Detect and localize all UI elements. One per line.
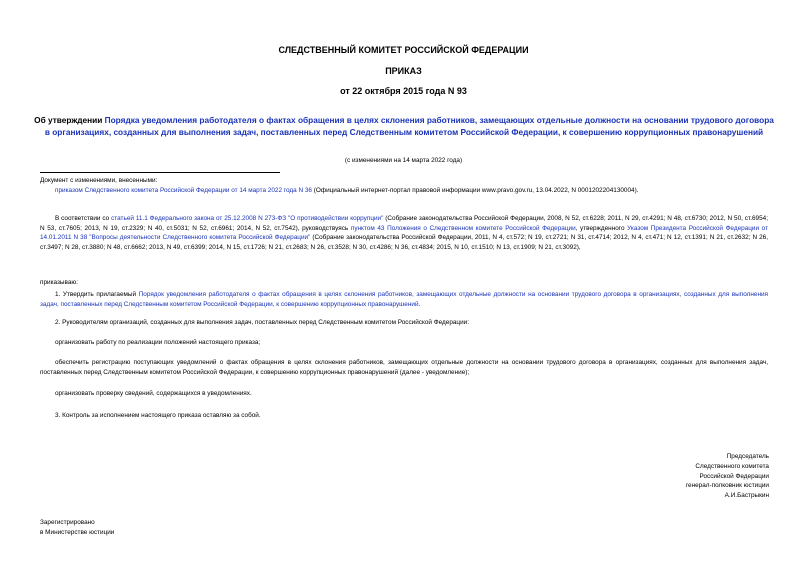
preamble-text-3: , утвержденного	[575, 224, 628, 232]
title-prefix: Об утверждении	[34, 115, 105, 125]
changes-label: Документ с изменениями, внесенными:	[40, 177, 158, 184]
item-1	[40, 290, 768, 309]
preamble-text-1: В соответствии со	[55, 215, 112, 222]
document-title	[34, 114, 774, 138]
law-link[interactable]: статьей 11.1 Федерального закона от 25.12.2008 N 273-ФЗ "О противодействии коррупции"	[111, 215, 384, 222]
signature-block	[686, 452, 769, 501]
item-2a: организовать работу по реализации положений настоящего приказа;	[55, 339, 261, 346]
changes-link[interactable]: приказом Следственного комитета Российской Федерации от 14 марта 2022 года N 36	[55, 187, 312, 194]
procedure-link[interactable]: Порядок уведомления работодателя о фактах обращения в целях склонения работников, замещающих отдельные должности на основании трудового договора в организациях, созданных для выполнения задач, поставленных перед Следственным комитетом Российской Федерации, к совершению коррупционных правонарушений	[40, 291, 769, 308]
divider	[40, 172, 280, 173]
signer-name: А.И.Бастрыкин	[724, 492, 769, 500]
preamble-text-2: (Собрание законодательства Российской Федерации, 2008, N 52, ст.6228; 2011, N 29, ст.4291; N 48, ст.6730; 2012, N 50, ст.6954; N 53, ст.7605; 2013, N 19, ст.2329; N 40, ст.5031; N 52, ст.6961; 2014, N 52, ст.7542), руководствуясь	[40, 215, 768, 232]
registration-line-2: в Министерстве юстиции	[40, 529, 115, 536]
item-3: 3. Контроль за исполнением настоящего приказа оставляю за собой.	[55, 412, 261, 419]
document-date: от 22 октября 2015 года N 93	[340, 86, 467, 96]
issuer-name: СЛЕДСТВЕННЫЙ КОМИТЕТ РОССИЙСКОЙ ФЕДЕРАЦИИ	[278, 45, 529, 55]
signer-position: Председатель	[726, 453, 769, 460]
item-2: 2. Руководителям организаций, созданных для выполнения задач, поставленных перед Следственным комитетом Российской Федерации:	[55, 319, 470, 326]
changes-tail: (Официальный интернет-портал правовой информации www.pravo.gov.ru, 13.04.2022, N 0001202204130004).	[311, 187, 639, 194]
document-type: ПРИКАЗ	[385, 66, 422, 76]
signer-rank: генерал-полковник юстиции	[685, 482, 769, 490]
item-2b: обеспечить регистрацию поступающих уведомлений о фактах обращения в целях склонения работников, замещающих отдельные должности на основании трудового договора в организациях, созданных для выполнения задач, поставленных перед Следственным комитетом Российской Федерации, к совершению коррупционных правонарушений (далее - уведомление);	[40, 359, 768, 376]
signer-org: Следственного комитета	[695, 462, 769, 470]
preamble-paragraph	[40, 214, 768, 252]
changes-paragraph	[40, 186, 768, 196]
order-word: приказываю:	[40, 279, 78, 286]
preamble-text-4: (Собрание законодательства Российской Федерации, 2011, N 4, ст.572; N 19, ст.2721; N 31, ст.4714; 2012, N 4, ст.471; N 12, ст.1391; N 21, ст.2632; N 26, ст.3497; N 28, ст.3880; N 48, ст.6662; 2013, N 49, ст.6399; 2014, N 15, ст.1726; N 21, ст.2683; N 26, ст.3528; N 30, ст.4286; N 36, ст.4834; 2015, N 10, ст.1510; N 13, ст.1909; N 21, ст.3092),	[40, 234, 768, 251]
regulation-link[interactable]: пунктом 43 Положения о Следственном комитете Российской Федерации	[350, 224, 576, 232]
title-link[interactable]: Порядка уведомления работодателя о фактах обращения в целях склонения работников, замещающих отдельные должности на основании трудового договора в организациях, созданных для выполнения задач, поставленных перед Следственным комитетом Российской Федерации, к совершению коррупционных правонарушений	[44, 115, 774, 137]
registration-line-1: Зарегистрировано	[40, 519, 95, 526]
item-1-text: 1. Утвердить прилагаемый	[55, 291, 139, 298]
signer-country: Российской Федерации	[699, 472, 769, 480]
item-2c: организовать проверку сведений, содержащихся в уведомлениях.	[55, 390, 252, 397]
decree-link[interactable]: Указом Президента Российской Федерации от 14.01.2011 N 38 "Вопросы деятельности Следственного комитета Российской Федерации"	[40, 224, 768, 241]
registration-block	[40, 518, 114, 538]
amendment-note: (с изменениями на 14 марта 2022 года)	[344, 157, 463, 164]
item-1-end: .	[418, 300, 421, 308]
